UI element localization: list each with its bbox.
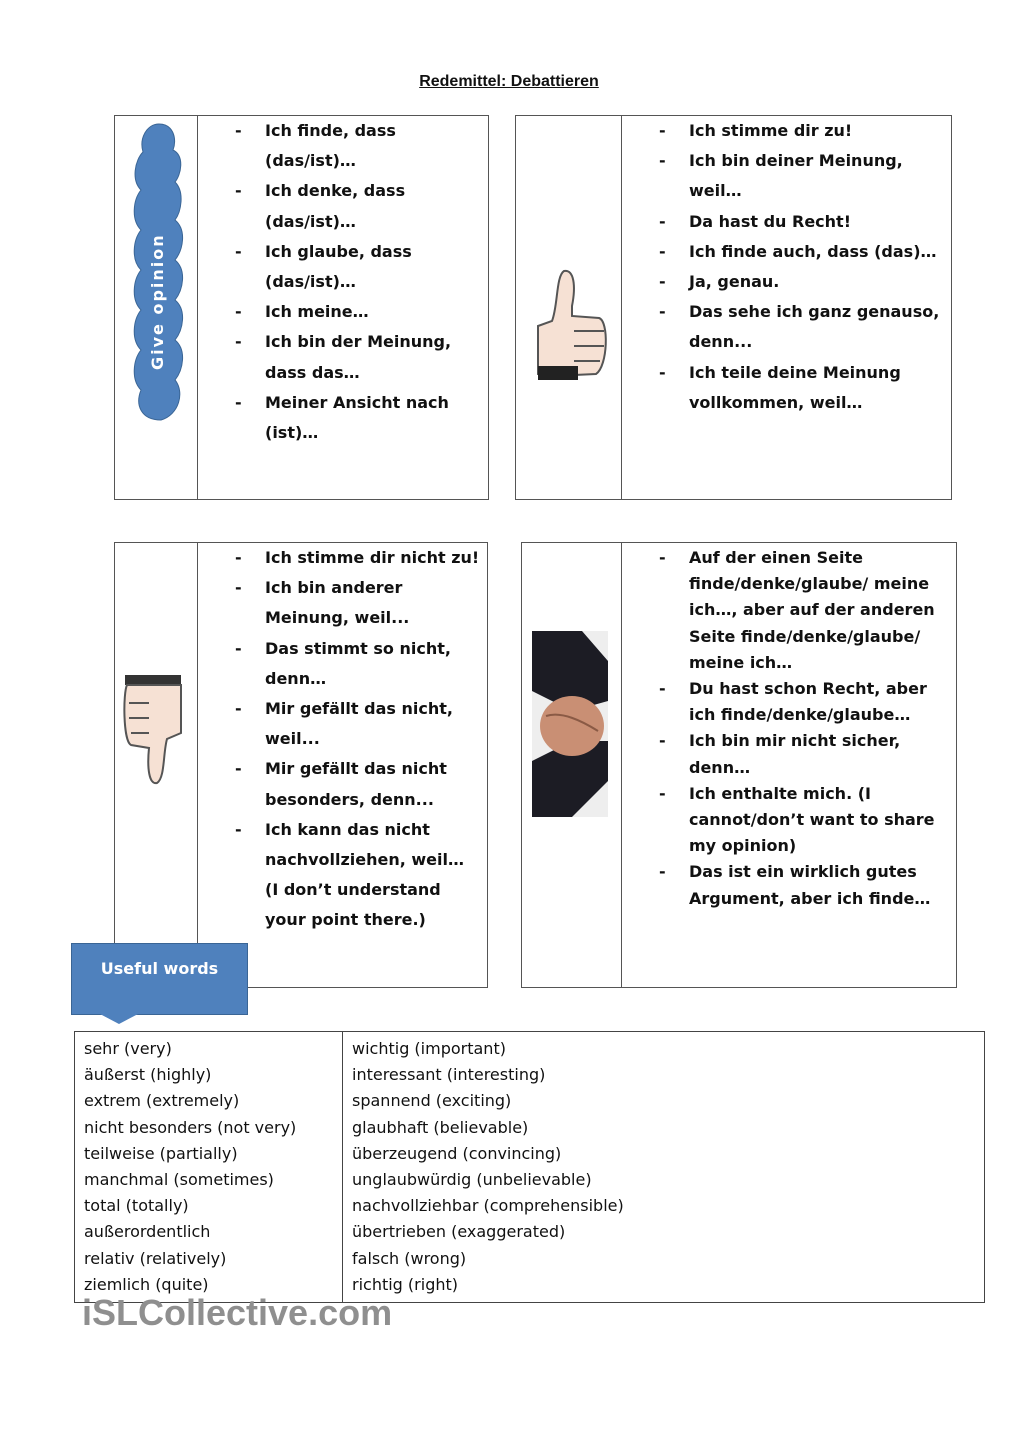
- phrase-item: - Ich finde, dass (das/ist)…: [235, 116, 475, 176]
- page-title: Redemittel: Debattieren: [419, 73, 599, 90]
- opinion-phrases: [235, 116, 475, 448]
- word-item: teilweise (partially): [84, 1143, 238, 1163]
- thumbs-up-icon: [534, 266, 609, 381]
- word-item: außerordentlich: [84, 1222, 211, 1242]
- word-item: richtig (right): [352, 1274, 458, 1294]
- give-opinion-box: [114, 115, 489, 500]
- phrase-item: - Ich bin mir nicht sicher, denn…: [659, 728, 954, 780]
- disagree-phrases: [235, 543, 480, 936]
- disagree-box: [114, 542, 488, 988]
- watermark: iSLCollective.com: [82, 1292, 393, 1333]
- agree-phrases: [659, 116, 949, 418]
- word-item: übertrieben (exaggerated): [352, 1222, 566, 1242]
- agree-box: [515, 115, 952, 500]
- adjectives-column: [343, 1032, 985, 1303]
- word-item: extrem (extremely): [84, 1091, 240, 1111]
- word-item: interessant (interesting): [352, 1065, 546, 1085]
- word-item: sehr (very): [84, 1039, 172, 1058]
- phrase-item: - Auf der einen Seite finde/denke/glaube/ meine ich…, aber auf der anderen Seite finde/denke/glaube/ meine ich…: [659, 545, 954, 676]
- handshake-icon: [532, 631, 608, 817]
- phrase-item: - Ja, genau.: [659, 267, 949, 297]
- phrase-item: - Das ist ein wirklich gutes Argument, aber ich finde…: [659, 859, 954, 911]
- thumbs-down-icon: [123, 673, 185, 788]
- phrase-item: - Ich enthalte mich. (I cannot/don’t want to share my opinion): [659, 781, 954, 860]
- word-item: glaubhaft (believable): [352, 1117, 529, 1137]
- word-item: spannend (exciting): [352, 1091, 512, 1111]
- phrase-item: - Ich bin deiner Meinung, weil…: [659, 146, 949, 206]
- adverbs-column: [75, 1032, 343, 1303]
- undecided-phrases: [659, 545, 954, 912]
- phrase-item: - Ich glaube, dass (das/ist)…: [235, 237, 475, 297]
- phrase-item: - Du hast schon Recht, aber ich finde/denke/glaube…: [659, 676, 954, 728]
- phrase-item: - Ich bin der Meinung, dass das…: [235, 327, 475, 387]
- phrase-item: - Ich finde auch, dass (das)…: [659, 237, 949, 267]
- phrase-item: - Meiner Ansicht nach (ist)…: [235, 388, 475, 448]
- phrase-item: - Mir gefällt das nicht, weil...: [235, 694, 480, 754]
- table-row: [75, 1032, 985, 1303]
- phrase-item: - Ich stimme dir nicht zu!: [235, 543, 480, 573]
- word-item: ziemlich (quite): [84, 1274, 209, 1294]
- phrase-item: - Mir gefällt das nicht besonders, denn...: [235, 754, 480, 814]
- word-item: relativ (relatively): [84, 1248, 227, 1268]
- phrase-item: - Ich teile deine Meinung vollkommen, weil…: [659, 358, 949, 418]
- useful-words-callout: Useful words: [71, 943, 248, 1015]
- word-item: wichtig (important): [352, 1039, 506, 1058]
- callout-arrow: [100, 1014, 138, 1024]
- phrase-item: - Ich denke, dass (das/ist)…: [235, 176, 475, 236]
- phrase-item: - Ich kann das nicht nachvollziehen, weil… (I don’t understand your point there.): [235, 815, 480, 936]
- phrase-item: - Das stimmt so nicht, denn…: [235, 634, 480, 694]
- phrase-item: - Das sehe ich ganz genauso, denn...: [659, 297, 949, 357]
- word-item: nicht besonders (not very): [84, 1117, 297, 1137]
- word-item: äußerst (highly): [84, 1065, 212, 1085]
- cloud-icon: [129, 120, 189, 430]
- word-item: nachvollziehbar (comprehensible): [352, 1196, 624, 1216]
- word-item: überzeugend (convincing): [352, 1143, 562, 1163]
- word-item: total (totally): [84, 1196, 189, 1216]
- undecided-box: [521, 542, 957, 988]
- useful-words-table: [74, 1031, 985, 1303]
- phrase-item: - Ich meine…: [235, 297, 475, 327]
- phrase-item: - Ich bin anderer Meinung, weil...: [235, 573, 480, 633]
- word-item: falsch (wrong): [352, 1248, 467, 1268]
- phrase-item: - Ich stimme dir zu!: [659, 116, 949, 146]
- word-item: unglaubwürdig (unbelievable): [352, 1170, 592, 1190]
- phrase-item: - Da hast du Recht!: [659, 207, 949, 237]
- svg-text:Give opinion: Give opinion: [148, 233, 167, 370]
- word-item: manchmal (sometimes): [84, 1170, 274, 1190]
